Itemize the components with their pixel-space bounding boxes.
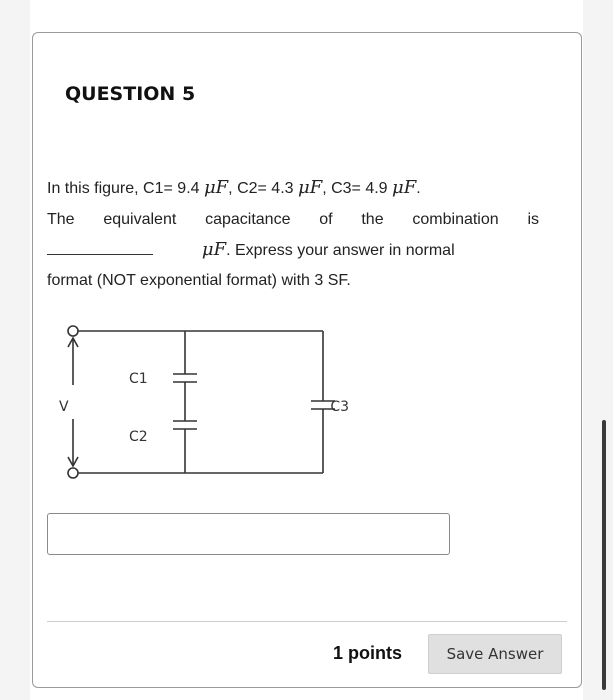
question-line-2: The equivalent capacitance of the combination is (47, 211, 539, 228)
c3-text: , C3= 4.9 (322, 180, 388, 197)
points-label: 1 points (333, 643, 403, 663)
answer-blank (47, 240, 153, 255)
question-line-1: In this figure, C1= 9.4 μF, C2= 4.3 μF, C3= 4.9 μF. (47, 177, 421, 198)
scrollbar[interactable] (602, 420, 606, 690)
c1-text: In this figure, C1= 9.4 (47, 180, 200, 197)
c2-text: , C2= 4.3 (228, 180, 294, 197)
unit-symbol: μF (392, 177, 417, 198)
unit-symbol: μF (298, 177, 323, 198)
question-title: QUESTION 5 (65, 83, 196, 105)
circuit-diagram (55, 315, 355, 483)
c2-label: C2 (129, 429, 148, 445)
page-margin-left (0, 0, 30, 700)
c1-label: C1 (129, 371, 148, 387)
voltage-label: V (59, 399, 69, 415)
answer-input[interactable] (47, 513, 450, 555)
divider (47, 621, 567, 622)
question-line-4: format (NOT exponential format) with 3 SF. (47, 272, 351, 289)
question-line-3 (47, 235, 539, 266)
terminal-bottom (68, 468, 78, 478)
terminal-top (68, 326, 78, 336)
unit-symbol: μF (203, 177, 229, 198)
c3-label: C3 (330, 399, 349, 415)
question-text (47, 173, 539, 296)
instruction-text: . Express your answer in normal (226, 242, 455, 259)
page-margin-right (583, 0, 613, 700)
question-card (32, 32, 582, 688)
save-answer-button[interactable]: Save Answer (428, 634, 562, 674)
unit-symbol: μF (201, 239, 227, 260)
